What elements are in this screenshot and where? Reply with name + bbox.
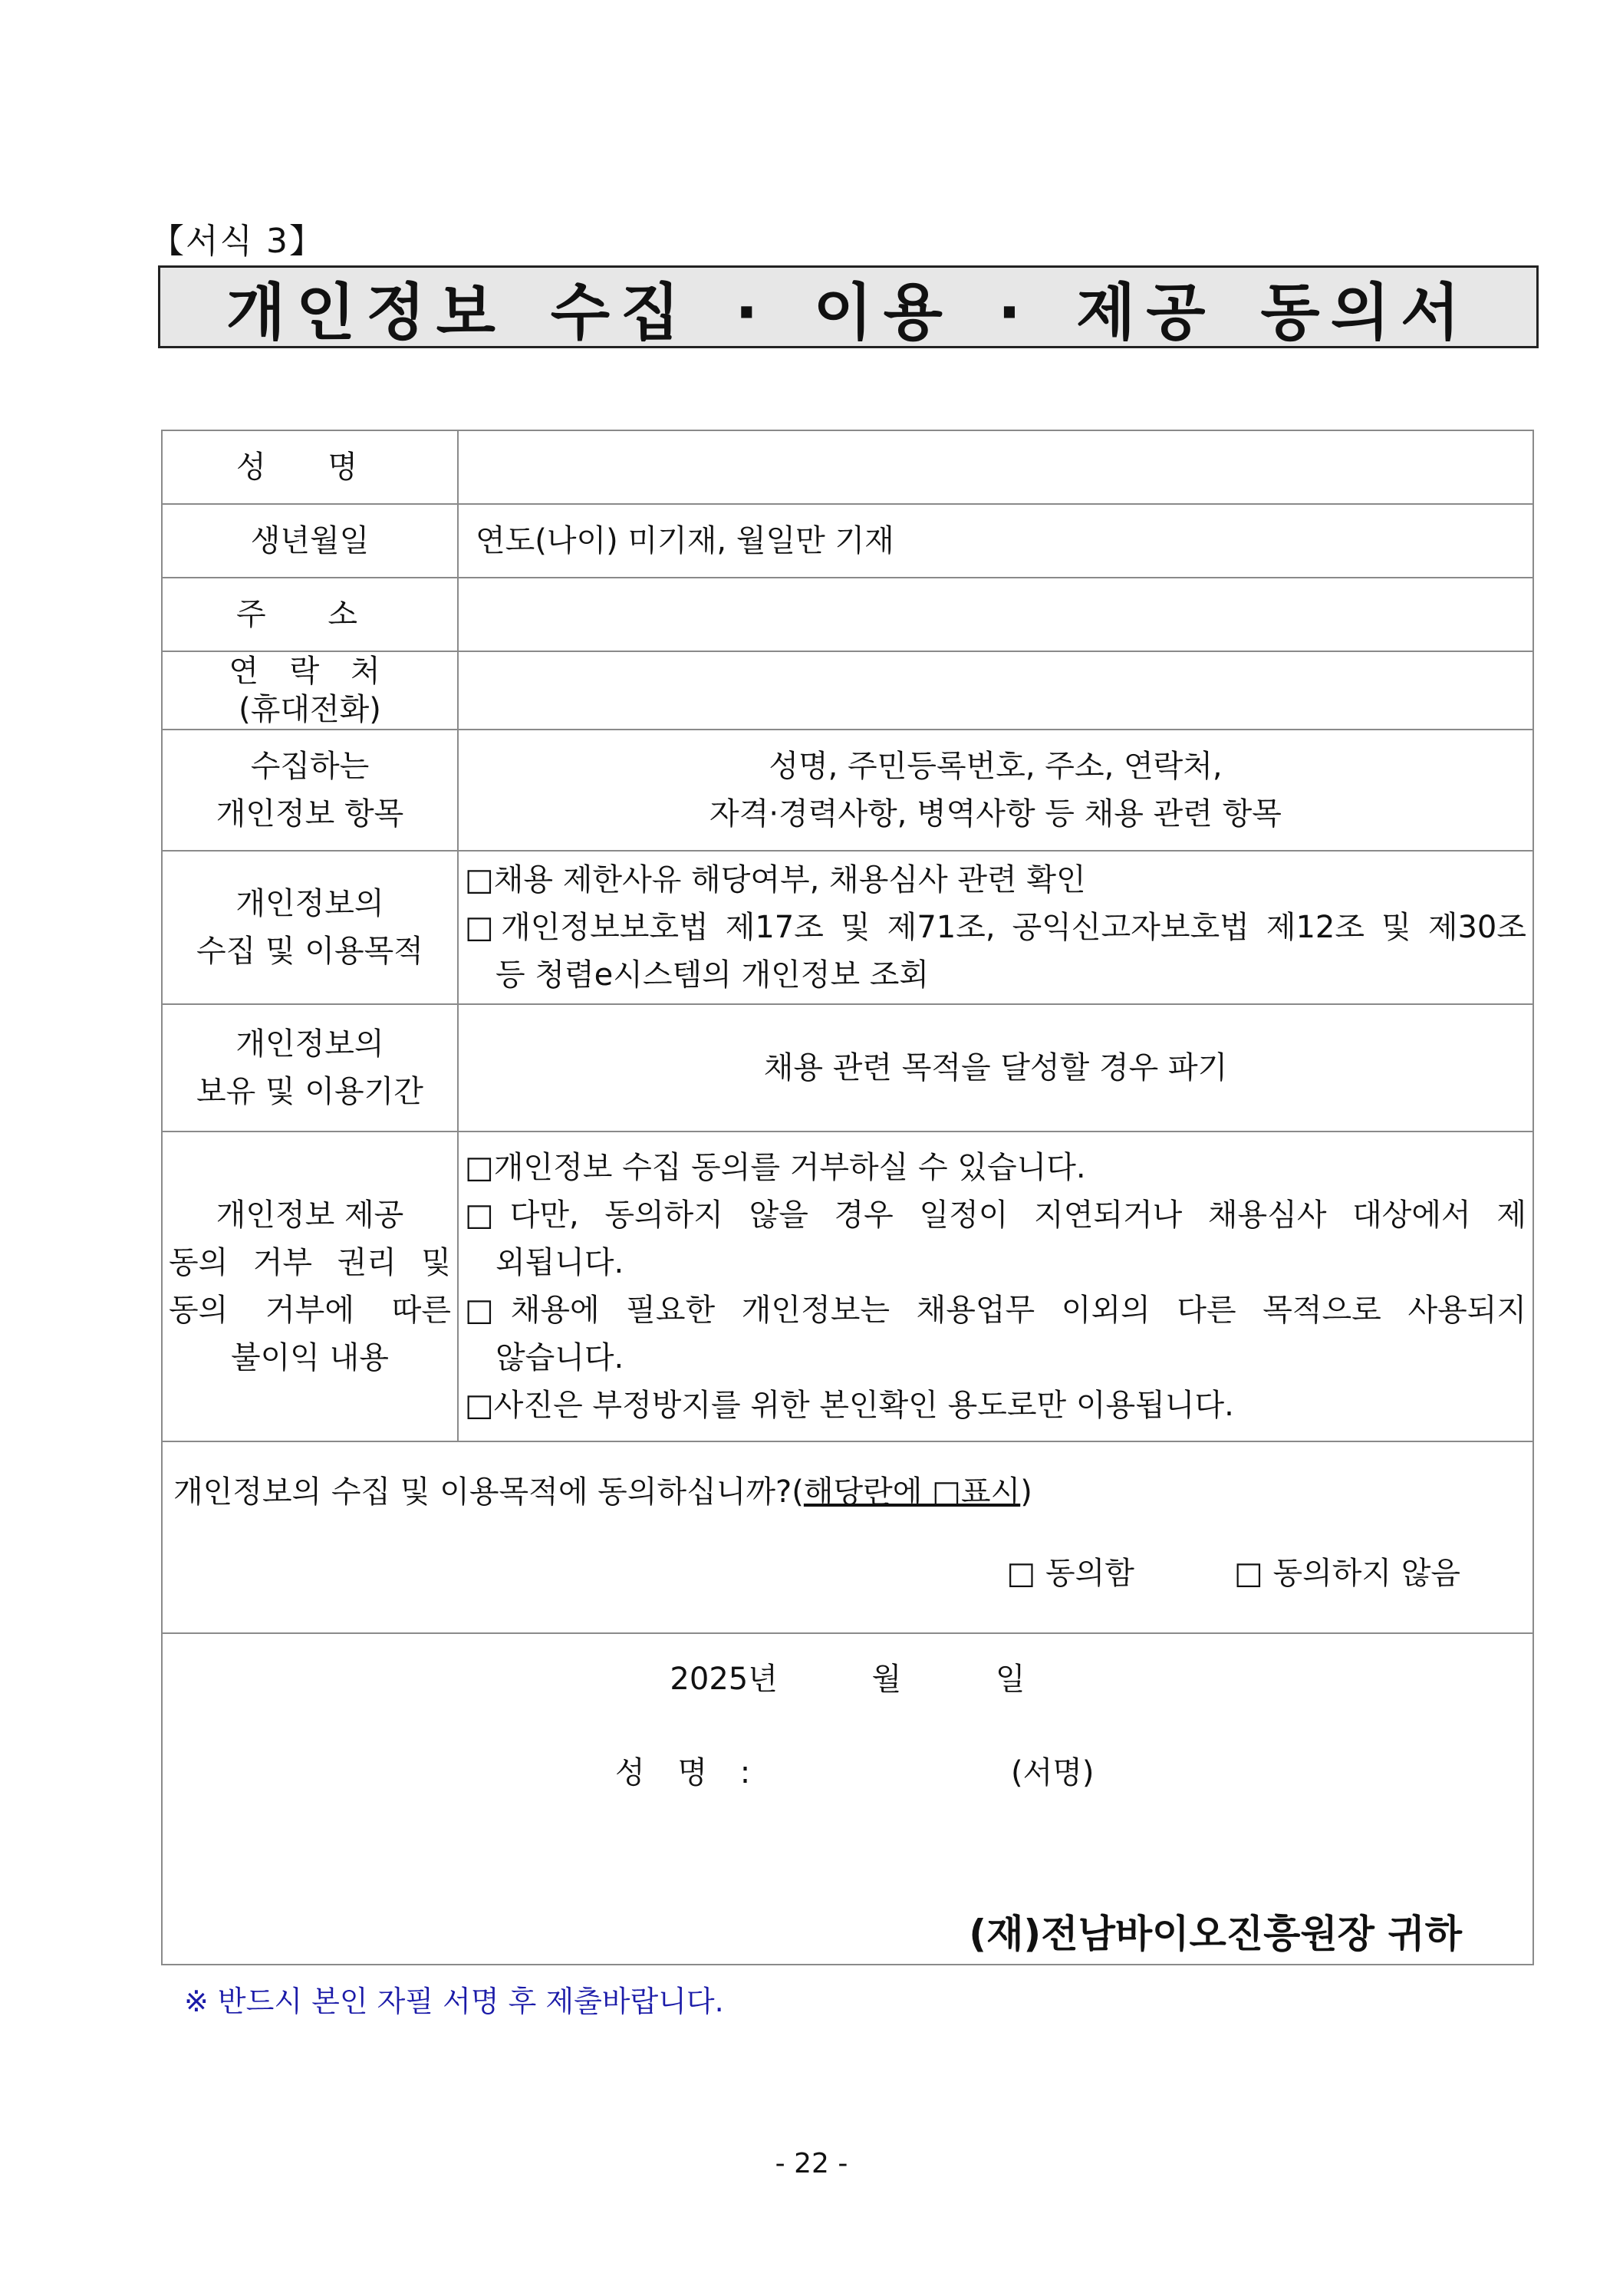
items-value-cell xyxy=(458,730,1533,851)
refusal-label-line2: 동의 거부 권리 및 xyxy=(169,1245,451,1280)
consent-choices xyxy=(173,1550,1522,1597)
refusal-value-cell xyxy=(458,1132,1533,1441)
signature-date[interactable]: 2025년 월 일 xyxy=(670,1662,1025,1697)
consent-cell xyxy=(162,1441,1533,1633)
address-row xyxy=(162,578,1533,651)
agree-checkbox[interactable]: □ 동의함 xyxy=(1006,1556,1134,1591)
name-row xyxy=(162,430,1533,504)
purpose-value-cell xyxy=(458,851,1533,1004)
page-number: - 22 - xyxy=(775,2148,848,2179)
retention-label-line1: 개인정보의 xyxy=(235,1026,384,1062)
birth-label: 생년월일 xyxy=(162,504,458,578)
purpose-bullet-1: □채용 제한사유 해당여부, 채용심사 관련 확인 xyxy=(465,862,1086,898)
document-title: 개인정보 수집 · 이용 · 제공 동의서 xyxy=(226,276,1471,348)
birth-value[interactable]: 연도(나이) 미기재, 월일만 기재 xyxy=(458,504,1533,578)
items-value-line1: 성명, 주민등록번호, 주소, 연락처, xyxy=(769,749,1223,784)
address-label: 주 소 xyxy=(236,597,384,632)
signature-mark[interactable]: (서명) xyxy=(1011,1755,1095,1790)
retention-label-line2: 보유 및 이용기간 xyxy=(196,1074,423,1109)
refusal-row xyxy=(162,1132,1533,1441)
items-row xyxy=(162,730,1533,851)
birth-row xyxy=(162,504,1533,578)
refusal-label-line1: 개인정보 제공 xyxy=(216,1197,404,1233)
disagree-checkbox[interactable]: □ 동의하지 않음 xyxy=(1233,1556,1460,1591)
purpose-label-cell xyxy=(162,851,458,1004)
purpose-label-line1: 개인정보의 xyxy=(235,886,384,921)
purpose-label-line2: 수집 및 이용목적 xyxy=(196,934,423,969)
refusal-bullet-3: □채용에 필요한 개인정보는 채용업무 이외의 다른 목적으로 사용되지 xyxy=(465,1293,1526,1328)
refusal-bullet-3-cont: 않습니다. xyxy=(495,1340,624,1375)
items-label-cell xyxy=(162,730,458,851)
items-value-line2: 자격·경력사항, 병역사항 등 채용 관련 항목 xyxy=(709,796,1282,832)
items-label-line1: 수집하는 xyxy=(250,749,370,784)
submission-note: ※ 반드시 본인 자필 서명 후 제출바랍니다. xyxy=(184,1985,724,2018)
purpose-bullet-2-cont: 등 청렴e시스템의 개인정보 조회 xyxy=(495,957,930,993)
consent-hint-underlined: 해당란에 □표시 xyxy=(803,1474,1021,1510)
items-label-line2: 개인정보 항목 xyxy=(216,796,404,832)
refusal-label-line4: 불이익 내용 xyxy=(231,1340,389,1375)
signature-row xyxy=(162,1633,1533,1965)
consent-row xyxy=(162,1441,1533,1633)
name-label: 성 명 xyxy=(236,450,384,485)
refusal-label-line3: 동의 거부에 따른 xyxy=(169,1293,451,1328)
purpose-row xyxy=(162,851,1533,1004)
consent-hint: (해당란에 □표시) xyxy=(792,1474,1032,1510)
consent-question-line xyxy=(173,1468,1522,1516)
address-label-cell xyxy=(162,578,458,651)
refusal-bullet-2-cont: 외됩니다. xyxy=(495,1245,624,1280)
consent-form-table xyxy=(161,430,1534,1965)
address-value-cell[interactable] xyxy=(458,578,1533,651)
retention-label-cell xyxy=(162,1004,458,1132)
purpose-bullet-2: □개인정보보호법 제17조 및 제71조, 공익신고자보호법 제12조 및 제30조 xyxy=(465,910,1526,945)
consent-question: 개인정보의 수집 및 이용목적에 동의하십니까? xyxy=(173,1474,792,1510)
contact-label: 연 락 처 xyxy=(229,654,391,689)
title-box xyxy=(158,265,1539,348)
contact-label-sub: (휴대전화) xyxy=(239,692,381,727)
refusal-bullet-1: □개인정보 수집 동의를 거부하실 수 있습니다. xyxy=(465,1150,1086,1185)
refusal-label-cell xyxy=(162,1132,458,1441)
signature-name-label: 성 명 : xyxy=(615,1755,751,1790)
addressee: (재)전남바이오진흥원장 귀하 xyxy=(969,1912,1462,1956)
retention-row xyxy=(162,1004,1533,1132)
refusal-bullet-4: □사진은 부정방지를 위한 본인확인 용도로만 이용됩니다. xyxy=(465,1388,1234,1423)
name-label-cell xyxy=(162,430,458,504)
contact-label-cell xyxy=(162,651,458,730)
form-number-label: 【서식 3】 xyxy=(150,222,324,261)
contact-row xyxy=(162,651,1533,730)
retention-value: 채용 관련 목적을 달성할 경우 파기 xyxy=(458,1004,1533,1132)
contact-value-cell[interactable] xyxy=(458,651,1533,730)
name-value-cell[interactable] xyxy=(458,430,1533,504)
refusal-bullet-2: □다만, 동의하지 않을 경우 일정이 지연되거나 채용심사 대상에서 제 xyxy=(465,1197,1526,1233)
signature-cell xyxy=(162,1633,1533,1965)
